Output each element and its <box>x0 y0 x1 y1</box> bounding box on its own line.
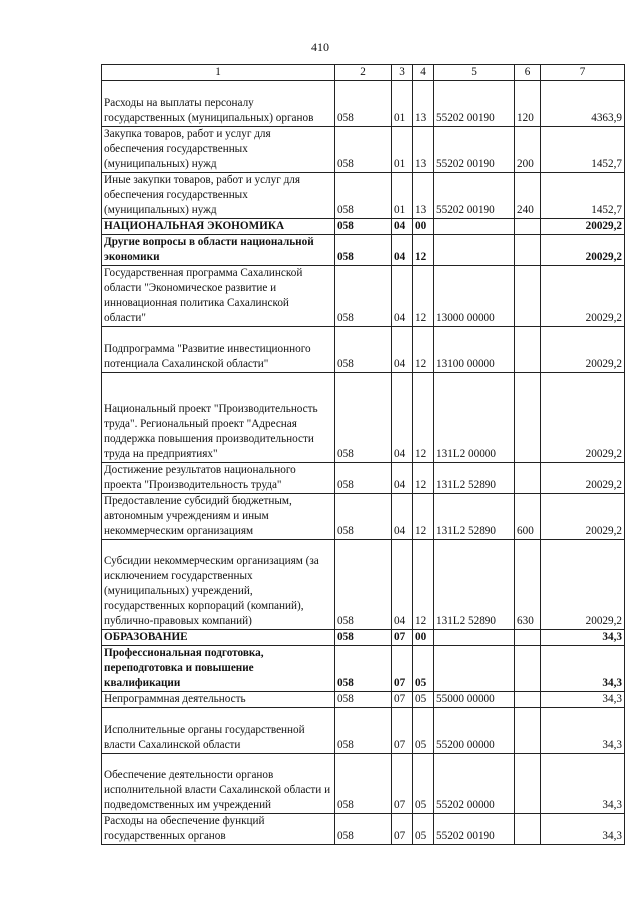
row-c6-cell: 630 <box>515 540 541 630</box>
row-c4-cell: 12 <box>413 463 434 494</box>
row-c3-cell: 07 <box>392 754 413 814</box>
row-c5-cell: 55000 00000 <box>434 692 515 708</box>
row-c2-cell: 058 <box>335 708 392 754</box>
row-c7-cell: 34,3 <box>541 814 625 845</box>
row-c6-cell: 240 <box>515 173 541 219</box>
row-c4-cell: 12 <box>413 327 434 373</box>
row-name-cell: Государственная программа Сахалинской области "Экономическое развитие и инновационная политика Сахалинской области" <box>102 266 335 327</box>
row-c6-cell: 200 <box>515 127 541 173</box>
row-c6-cell <box>515 327 541 373</box>
row-c4-cell: 05 <box>413 754 434 814</box>
header-cell: 6 <box>515 65 541 81</box>
row-c3-cell: 04 <box>392 540 413 630</box>
row-c7-cell: 34,3 <box>541 754 625 814</box>
row-name-cell: Профессиональная подготовка, переподготовка и повышение квалификации <box>102 646 335 692</box>
row-c2-cell: 058 <box>335 540 392 630</box>
row-c7-cell: 34,3 <box>541 630 625 646</box>
row-c2-cell: 058 <box>335 235 392 266</box>
row-c5-cell <box>434 646 515 692</box>
row-c6-cell <box>515 754 541 814</box>
row-name-cell: Другие вопросы в области национальной экономики <box>102 235 335 266</box>
table-row <box>102 81 625 127</box>
row-c5-cell: 13000 00000 <box>434 266 515 327</box>
row-c7-cell: 4363,9 <box>541 81 625 127</box>
row-c5-cell: 55202 00190 <box>434 127 515 173</box>
row-c2-cell: 058 <box>335 81 392 127</box>
row-c6-cell <box>515 646 541 692</box>
row-c4-cell: 13 <box>413 173 434 219</box>
row-c6-cell <box>515 266 541 327</box>
row-c3-cell: 01 <box>392 173 413 219</box>
table-body <box>102 81 625 845</box>
row-c5-cell: 13100 00000 <box>434 327 515 373</box>
row-c4-cell: 05 <box>413 814 434 845</box>
page-number: 410 <box>311 40 329 54</box>
row-c3-cell: 04 <box>392 494 413 540</box>
table-row <box>102 646 625 692</box>
row-name-cell: Национальный проект "Производительность труда". Региональный проект "Адресная поддержка повышения производительности труда на предприятиях" <box>102 373 335 463</box>
row-c4-cell: 12 <box>413 235 434 266</box>
header-cell: 1 <box>102 65 335 81</box>
header-cell: 2 <box>335 65 392 81</box>
row-c4-cell: 05 <box>413 646 434 692</box>
header-cell: 3 <box>392 65 413 81</box>
row-c3-cell: 04 <box>392 463 413 494</box>
row-name-cell: Исполнительные органы государственной власти Сахалинской области <box>102 708 335 754</box>
table-row <box>102 754 625 814</box>
row-c3-cell: 01 <box>392 81 413 127</box>
row-c6-cell <box>515 692 541 708</box>
row-c4-cell: 13 <box>413 127 434 173</box>
row-c5-cell: 131L2 52890 <box>434 494 515 540</box>
row-c3-cell: 04 <box>392 373 413 463</box>
table-row <box>102 463 625 494</box>
row-c4-cell: 12 <box>413 266 434 327</box>
table-row <box>102 708 625 754</box>
row-c2-cell: 058 <box>335 266 392 327</box>
row-c6-cell: 600 <box>515 494 541 540</box>
budget-table <box>101 64 625 845</box>
row-c3-cell: 01 <box>392 127 413 173</box>
row-name-cell: Обеспечение деятельности органов исполнительной власти Сахалинской области и подведомственных им учреждений <box>102 754 335 814</box>
row-c5-cell: 131L2 00000 <box>434 373 515 463</box>
table-row <box>102 327 625 373</box>
row-c2-cell: 058 <box>335 646 392 692</box>
row-c3-cell: 07 <box>392 708 413 754</box>
row-c4-cell: 05 <box>413 708 434 754</box>
row-c7-cell: 34,3 <box>541 646 625 692</box>
row-name-cell: Предоставление субсидий бюджетным, автономным учреждениям и иным некоммерческим организациям <box>102 494 335 540</box>
row-name-cell: Непрограммная деятельность <box>102 692 335 708</box>
row-c5-cell: 55202 00190 <box>434 814 515 845</box>
row-c5-cell: 55202 00190 <box>434 81 515 127</box>
row-c7-cell: 20029,2 <box>541 463 625 494</box>
row-c7-cell: 34,3 <box>541 708 625 754</box>
header-row <box>102 65 625 81</box>
row-c7-cell: 1452,7 <box>541 173 625 219</box>
row-c6-cell: 120 <box>515 81 541 127</box>
row-c7-cell: 20029,2 <box>541 266 625 327</box>
table-row <box>102 494 625 540</box>
row-c3-cell: 04 <box>392 219 413 235</box>
row-c7-cell: 20029,2 <box>541 373 625 463</box>
row-c7-cell: 34,3 <box>541 692 625 708</box>
table-row <box>102 266 625 327</box>
row-c5-cell <box>434 235 515 266</box>
row-c3-cell: 04 <box>392 235 413 266</box>
row-c5-cell: 55202 00000 <box>434 754 515 814</box>
table-row <box>102 219 625 235</box>
row-c4-cell: 00 <box>413 630 434 646</box>
header-cell: 7 <box>541 65 625 81</box>
row-c7-cell: 20029,2 <box>541 540 625 630</box>
row-name-cell: НАЦИОНАЛЬНАЯ ЭКОНОМИКА <box>102 219 335 235</box>
row-name-cell: Достижение результатов национального проекта "Производительность труда" <box>102 463 335 494</box>
row-c5-cell: 131L2 52890 <box>434 540 515 630</box>
table-row <box>102 630 625 646</box>
header-cell: 5 <box>434 65 515 81</box>
row-c6-cell <box>515 814 541 845</box>
row-c7-cell: 20029,2 <box>541 235 625 266</box>
row-c6-cell <box>515 235 541 266</box>
table-row <box>102 692 625 708</box>
header-cell: 4 <box>413 65 434 81</box>
row-c3-cell: 07 <box>392 814 413 845</box>
row-c4-cell: 12 <box>413 494 434 540</box>
row-c3-cell: 04 <box>392 327 413 373</box>
table-row <box>102 373 625 463</box>
row-c3-cell: 07 <box>392 630 413 646</box>
row-name-cell: Субсидии некоммерческим организациям (за исключением государственных (муниципальных) учреждений, государственных корпораций (компаний), публично-правовых компаний) <box>102 540 335 630</box>
row-c2-cell: 058 <box>335 692 392 708</box>
row-name-cell: Иные закупки товаров, работ и услуг для обеспечения государственных (муниципальных) нужд <box>102 173 335 219</box>
row-c2-cell: 058 <box>335 494 392 540</box>
table-row <box>102 540 625 630</box>
row-name-cell: Закупка товаров, работ и услуг для обеспечения государственных (муниципальных) нужд <box>102 127 335 173</box>
row-c2-cell: 058 <box>335 630 392 646</box>
row-c7-cell: 1452,7 <box>541 127 625 173</box>
table-row <box>102 235 625 266</box>
row-name-cell: Подпрограмма "Развитие инвестиционного потенциала Сахалинской области" <box>102 327 335 373</box>
row-c5-cell: 55202 00190 <box>434 173 515 219</box>
row-c4-cell: 12 <box>413 373 434 463</box>
row-c2-cell: 058 <box>335 219 392 235</box>
row-c7-cell: 20029,2 <box>541 327 625 373</box>
row-c2-cell: 058 <box>335 814 392 845</box>
row-c6-cell <box>515 630 541 646</box>
row-c5-cell: 55200 00000 <box>434 708 515 754</box>
row-c4-cell: 13 <box>413 81 434 127</box>
row-c6-cell <box>515 373 541 463</box>
row-c4-cell: 12 <box>413 540 434 630</box>
row-c2-cell: 058 <box>335 754 392 814</box>
row-name-cell: Расходы на выплаты персоналу государственных (муниципальных) органов <box>102 81 335 127</box>
row-c5-cell <box>434 630 515 646</box>
row-c7-cell: 20029,2 <box>541 494 625 540</box>
row-c3-cell: 07 <box>392 646 413 692</box>
row-c4-cell: 05 <box>413 692 434 708</box>
row-c2-cell: 058 <box>335 373 392 463</box>
table-row <box>102 173 625 219</box>
row-c2-cell: 058 <box>335 127 392 173</box>
row-c2-cell: 058 <box>335 327 392 373</box>
table-row <box>102 814 625 845</box>
table-row <box>102 127 625 173</box>
row-c3-cell: 04 <box>392 266 413 327</box>
row-c6-cell <box>515 463 541 494</box>
row-c6-cell <box>515 219 541 235</box>
row-c6-cell <box>515 708 541 754</box>
row-c7-cell: 20029,2 <box>541 219 625 235</box>
row-c2-cell: 058 <box>335 173 392 219</box>
row-c5-cell <box>434 219 515 235</box>
row-name-cell: Расходы на обеспечение функций государственных органов <box>102 814 335 845</box>
row-name-cell: ОБРАЗОВАНИЕ <box>102 630 335 646</box>
row-c5-cell: 131L2 52890 <box>434 463 515 494</box>
row-c2-cell: 058 <box>335 463 392 494</box>
row-c3-cell: 07 <box>392 692 413 708</box>
row-c4-cell: 00 <box>413 219 434 235</box>
